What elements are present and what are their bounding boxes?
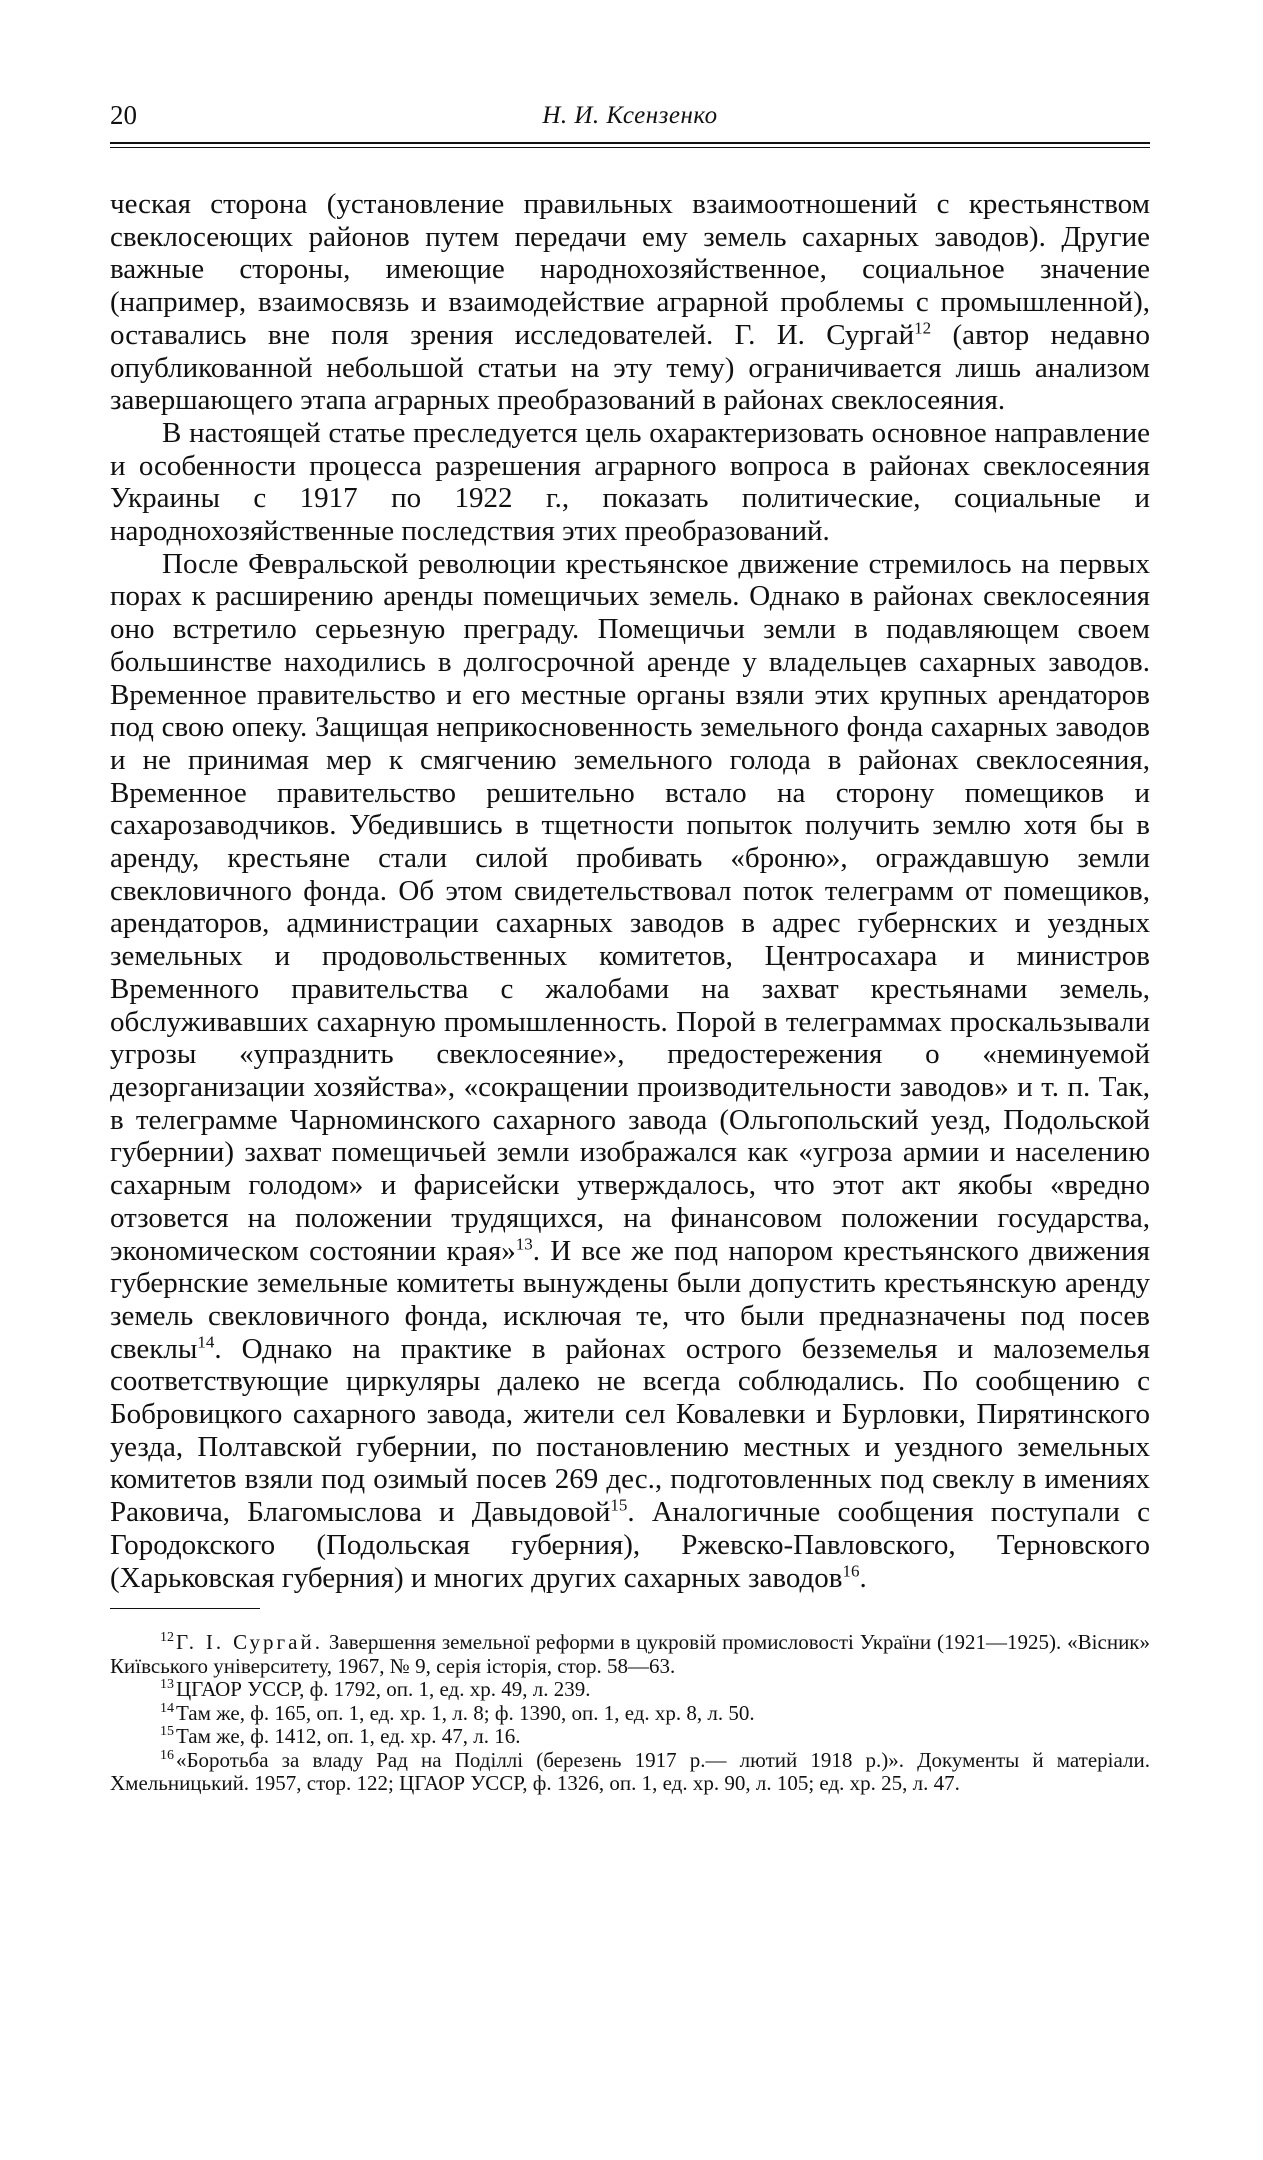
paragraph-text: ческая сторона (установление правильных взаимоотношений с крестьянством свеклосеющих районов путем передачи ему земель сахарных заводов). Другие важные стороны, имеющие народнохозяйственное, социальное значение (например, взаимосвязь и взаимодействие аграрной проблемы с промышленной), оставались вне поля зрения исследователей. Г. И. Сургай — [110, 188, 1150, 351]
paragraph-text: После Февральской революции крестьянское движение стремилось на первых порах к расширению аренды помещичьих земель. Однако в районах свеклосеяния оно встретило серьезную преграду. Помещичьи земли в подавляющем своем большинстве находились в долгосрочной аренде у владельцев сахарных заводов. Временное правительство и его местные органы взяли этих крупных арендаторов под свою опеку. Защищая неприкосновенность земельного фонда сахарных заводов и не принимая мер к смягчению земельного голода в районах свеклосеяния, Временное правительство решительно встало на сторону помещиков и сахарозаводчиков. Убедившись в тщетности попыток получить землю хотя бы в аренду, крестьяне стали силой пробивать «броню», ограждавшую земли свекловичного фонда. Об этом свидетельствовал поток телеграмм от помещиков, арендаторов, администрации сахарных заводов в адрес губернских и уездных земельных и продовольственных комитетов, Центросахара и министров Временного правительства с жалобами на захват крестьянами земель, обслуживавших сахарную промышленность. Порой в телеграммах проскальзывали угрозы «упразднить свеклосеяние», предостережения о «неминуемой дезорганизации хозяйства», «сокращении производительности заводов» и т. п. Так, в телеграмме Чарноминского сахарного завода (Ольгопольский уезд, Подольской губернии) захват помещичьей земли изображался как «угроза армии и населению сахарным голодом» и фарисейски утверждалось, что этот акт якобы «вредно отзовется на положении трудящихся, на финансовом положении государства, экономическом состоянии края» — [110, 547, 1150, 1267]
footnote-ref: 13 — [515, 1233, 533, 1253]
paragraph — [110, 548, 1150, 1595]
paragraph-text: (автор недавно опубликованной небольшой статьи на эту тему) ограничивается лишь анализом завершающего этапа аграрных преобразований в районах свеклосеяния. — [110, 318, 1151, 417]
paragraph — [110, 188, 1150, 417]
footnote — [110, 1725, 1150, 1749]
paragraph-text: В настоящей статье преследуется цель охарактеризовать основное направление и особенности процесса разрешения аграрного вопроса в районах свеклосеяния Украины с 1917 по 1922 г., показать политические, социальные и народнохозяйственные последствия этих преобразований. — [110, 416, 1150, 548]
footnote-number: 16 — [160, 1747, 174, 1763]
paragraph — [110, 417, 1150, 548]
footnote-number: 13 — [160, 1677, 174, 1693]
paragraph-text: . И все же под напором крестьянского движения губернские земельные комитеты вынуждены были допустить крестьянскую аренду земель свекловичного фонда, исключая те, что были предназначены под посев свеклы — [110, 1234, 1150, 1365]
footnote-separator — [110, 1608, 260, 1609]
paragraph-text: . Однако на практике в районах острого безземелья и малоземелья соответствующие циркуляры далеко не всегда соблюдались. По сообщению с Бобровицкого сахарного завода, жители сел Ковалевки и Бурловки, Пирятинского уезда, Полтавской губернии, по постановлению местных и уездного земельных комитетов взяли под озимый посев 269 дес., подготовленных под свеклу в имениях Раковича, Благомыслова и Давыдовой — [110, 1332, 1150, 1529]
footnote — [110, 1749, 1150, 1796]
footnote-ref: 16 — [842, 1560, 860, 1580]
book-page — [110, 96, 1150, 1796]
running-head-author: Н. И. Ксензенко — [542, 102, 718, 129]
footnote-author: Г. І. Сургай. — [176, 1630, 323, 1655]
footnote-ref: 12 — [914, 318, 932, 338]
header-rule — [110, 142, 1150, 144]
footnote-text: «Боротьба за владу Рад на Поділлі (березень 1917 р.— лютий 1918 р.)». Документы й матеріали. Хмельницький. 1957, стор. 122; ЦГАОР УССР, ф. 1326, оп. 1, ед. хр. 90, л. 105; ед. хр. 25, л. 47. — [110, 1747, 1150, 1796]
footnote — [110, 1678, 1150, 1702]
footnote-text: Завершення земельної реформи в цукровій промисловості України (1921—1925). «Вісник» Київського університету, 1967, № 9, серія історія, стор. 58—63. — [110, 1630, 1151, 1678]
page-number: 20 — [110, 100, 137, 130]
footnote-text: ЦГАОР УССР, ф. 1792, оп. 1, ед. хр. 49, л. 239. — [176, 1677, 591, 1702]
running-header — [110, 96, 1150, 140]
footnote-ref: 14 — [197, 1331, 215, 1351]
footnote-text: Там же, ф. 165, оп. 1, ед. хр. 1, л. 8; ф. 1390, оп. 1, ед. хр. 8, л. 50. — [176, 1700, 755, 1725]
footnote-number: 15 — [160, 1724, 174, 1740]
footnote-text: Там же, ф. 1412, оп. 1, ед. хр. 47, л. 16. — [176, 1724, 521, 1749]
body-text — [110, 188, 1150, 1594]
footnote — [110, 1631, 1150, 1678]
footnote — [110, 1702, 1150, 1726]
paragraph-text: . Аналогичные сообщения поступали с Городокского (Подольская губерния), Ржевско-Павловского, Терновского (Харьковская губерния) и многих других сахарных заводов — [110, 1496, 1151, 1594]
footnote-number: 12 — [160, 1630, 174, 1646]
footnote-ref: 15 — [610, 1495, 628, 1515]
paragraph-text: . — [859, 1561, 867, 1594]
footnotes — [110, 1631, 1150, 1796]
header-rule-thin — [110, 147, 1150, 148]
footnote-number: 14 — [160, 1700, 174, 1716]
